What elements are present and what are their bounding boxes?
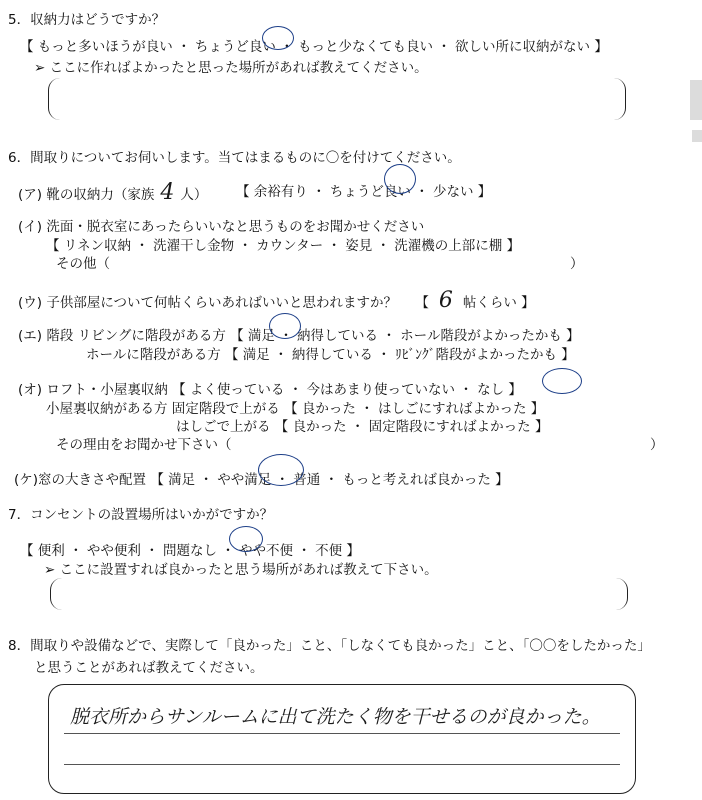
q6u-answer-close: 帖くらい 】 [462, 295, 535, 311]
answer-writing-line [64, 733, 620, 734]
q6-title: 6．間取りについてお伺いします。当てはまるものに〇を付けてください。 [8, 150, 461, 166]
answer-circle [269, 313, 301, 339]
q6a-row [18, 180, 207, 205]
answer-circle [542, 368, 582, 394]
q8-title-cont: と思うことがあれば教えてください。 [34, 660, 264, 676]
q6o-row3: はしごで上がる 【 良かった ・ 固定階段にすればよかった 】 [176, 419, 549, 435]
answer-circle [262, 26, 294, 50]
q6e-row1: (エ) 階段 リビングに階段がある方 【 満足 ・ 納得している ・ ホール階段がよかったかも 】 [18, 328, 580, 344]
q5-answer-box [48, 78, 626, 120]
q6u-row [18, 288, 535, 313]
q6o-row2: 小屋裏収納がある方 固定階段で上がる 【 良かった ・ はしごにすればよかった 】 [46, 401, 545, 417]
q7-answer-box [50, 578, 628, 610]
q6o-reason-close: ） [650, 437, 664, 453]
q6i-other-close: ） [570, 256, 584, 272]
q6i-label: (イ) 洗面・脱衣室にあったらいいなと思うものをお聞かせください [18, 219, 425, 235]
q8-answer-box [48, 684, 636, 794]
q6a-label-before: (ア) 靴の収納力（家族 [18, 187, 155, 203]
q8-title: 8．間取りや設備などで、実際して「良かった」こと、「しなくても良かった」こと、「〇〇をしたかった」 [8, 638, 651, 654]
q7-options: 【 便利 ・ やや便利 ・ 問題なし ・ やや不便 ・ 不便 】 [20, 543, 360, 559]
q6i-other: その他（ [56, 256, 110, 272]
scan-artifact [690, 80, 702, 120]
q6e-row2: ホールに階段がある方 【 満足 ・ 納得している ・ ﾘﾋﾞﾝｸﾞ階段がよかったかも 】 [86, 347, 575, 363]
answer-circle [258, 454, 304, 486]
q5-followup: ➢ ここに作ればよかったと思った場所があれば教えてください。 [34, 60, 428, 76]
scan-artifact [692, 130, 702, 142]
q6a-label-after: 人） [180, 187, 208, 203]
answer-writing-line [64, 764, 620, 765]
q6o-row1: (オ) ロフト・小屋裏収納 【 よく使っている ・ 今はあまり使っていない ・ なし 】 [18, 382, 522, 398]
q5-options: 【 もっと多いほうが良い ・ ちょうど良い ・ もっと少なくても良い ・ 欲しい所に収納がない 】 [20, 39, 608, 55]
q6a-options: 【 余裕有り ・ ちょうど良い ・ 少ない 】 [236, 184, 492, 200]
room-size-handwritten: 6 [438, 288, 453, 313]
q6o-reason: その理由をお聞かせ下さい（ [56, 437, 232, 453]
q5-title: 5．収納力はどうですか？ [8, 12, 166, 28]
q7-title: 7．コンセントの設置場所はいかがですか？ [8, 507, 274, 523]
answer-circle [229, 526, 263, 552]
q6u-answer-open: 【 [415, 295, 429, 311]
family-count-handwritten: 4 [160, 180, 175, 205]
q8-handwritten-answer: 脱衣所からサンルームに出て洗たく物を干せるのが良かった。 [70, 706, 601, 728]
q6i-options: 【 リネン収納 ・ 洗濯干し金物 ・ カウンター ・ 姿見 ・ 洗濯機の上部に棚 】 [46, 238, 521, 254]
q7-followup: ➢ ここに設置すれば良かったと思う場所があれば教えて下さい。 [44, 562, 438, 578]
q6ke-row: (ケ)窓の大きさや配置 【 満足 ・ やや満足 ・ 普通 ・ もっと考えれば良かった 】 [14, 472, 509, 488]
q6u-label: (ウ) 子供部屋について何帖くらいあればいいと思われますか？ [18, 295, 398, 311]
answer-circle [384, 164, 416, 194]
